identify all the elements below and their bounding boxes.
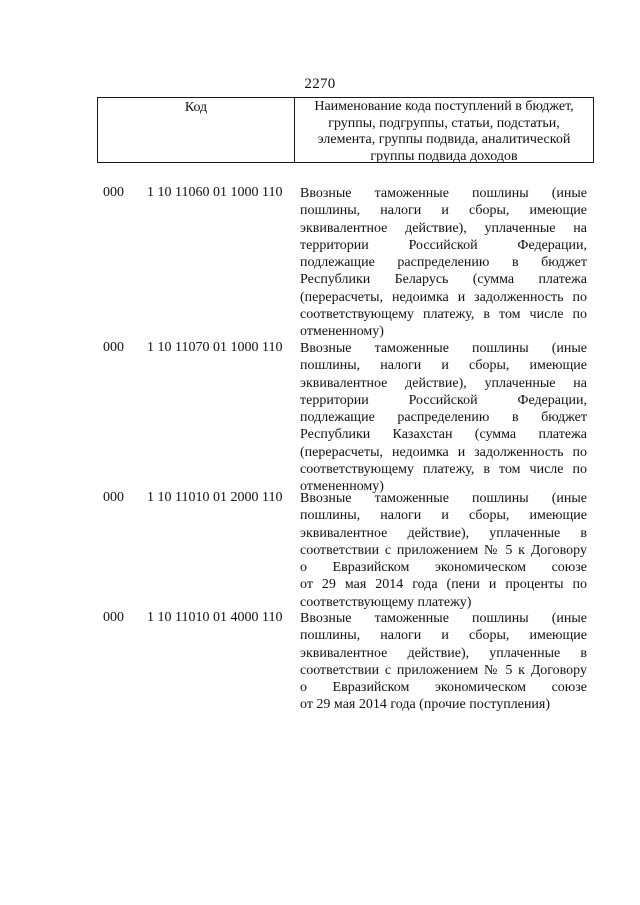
header-name-line: группы, подгруппы, статьи, подстатьи, <box>328 115 560 131</box>
entry-admin-code: 000 <box>103 185 124 200</box>
entry-description <box>300 185 587 341</box>
entry-description-line: эквивалентное действие), уплаченные в <box>300 525 587 541</box>
entry-description-line: (перерасчеты, недоимка и задолженность по <box>300 444 587 460</box>
entry-description-line: о Евразийском экономическом союзе <box>300 560 587 576</box>
entry-description-line: подлежащие распределению в бюджет <box>300 410 587 426</box>
entry-admin-code: 000 <box>103 610 124 625</box>
entry-description-line: соответствующему платежу, в том числе по <box>300 307 587 323</box>
entry-description-line: о Евразийском экономическом союзе <box>300 680 587 696</box>
entry-budget-code: 1 10 11070 01 1000 110 <box>147 340 283 355</box>
entry-description <box>300 610 587 714</box>
entry-description-line: соответствии с приложением № 5 к Договору <box>300 542 587 558</box>
entry-description-line: соответствующему платежу) <box>300 594 472 610</box>
header-code-label: Код <box>184 100 208 115</box>
header-name-line: группы подвида доходов <box>370 148 518 164</box>
entry-description-line: соответствующему платежу, в том числе по <box>300 462 587 478</box>
entry-description <box>300 340 587 496</box>
entry-description-line: отмененному) <box>300 479 384 495</box>
entry-description-line: от 29 мая 2014 года (пени и проценты по <box>300 577 587 593</box>
table-header <box>97 97 594 163</box>
header-name-line: элемента, группы подвида, аналитической <box>317 132 571 147</box>
entry-description-line: пошлины, налоги и сборы, имеющие <box>300 358 587 374</box>
entry-description-line: Ввозные таможенные пошлины (иные <box>300 491 587 506</box>
entry-description-line: эквивалентное действие), уплаченные в <box>300 645 587 661</box>
entry-description-line: пошлины, налоги и сборы, имеющие <box>300 203 587 219</box>
entry-description-line: пошлины, налоги и сборы, имеющие <box>300 508 587 524</box>
entry-description-line: соответствии с приложением № 5 к Договору <box>300 662 587 678</box>
header-code-cell <box>98 98 295 162</box>
entry-description-line: территории Российской Федерации, <box>300 392 587 408</box>
entry-admin-code: 000 <box>103 340 124 355</box>
entry-budget-code: 1 10 11010 01 4000 110 <box>147 610 283 625</box>
entry-description-line: Ввозные таможенные пошлины (иные <box>300 341 587 356</box>
page-number: 2270 <box>304 76 336 92</box>
entry-budget-code: 1 10 11060 01 1000 110 <box>147 185 283 200</box>
entry-budget-code: 1 10 11010 01 2000 110 <box>147 490 283 505</box>
header-name-line: Наименование кода поступлений в бюджет, <box>314 99 574 114</box>
entry-description-line: эквивалентное действие), уплаченные на <box>300 220 587 236</box>
entry-description-line: подлежащие распределению в бюджет <box>300 255 587 271</box>
entry-description <box>300 490 587 611</box>
entry-description-line: отмененному) <box>300 324 384 340</box>
entry-description-line: от 29 мая 2014 года (прочие поступления) <box>300 697 550 713</box>
entry-admin-code: 000 <box>103 490 124 505</box>
entry-description-line: (перерасчеты, недоимка и задолженность по <box>300 289 587 305</box>
entry-description-line: Ввозные таможенные пошлины (иные <box>300 611 587 626</box>
header-name-cell <box>295 98 593 162</box>
entry-description-line: Ввозные таможенные пошлины (иные <box>300 186 587 201</box>
entry-description-line: территории Российской Федерации, <box>300 237 587 253</box>
entry-description-line: Республики Беларусь (сумма платежа <box>300 272 587 288</box>
entry-description-line: пошлины, налоги и сборы, имеющие <box>300 628 587 644</box>
entry-description-line: эквивалентное действие), уплаченные на <box>300 375 587 391</box>
entry-description-line: Республики Казахстан (сумма платежа <box>300 427 587 443</box>
